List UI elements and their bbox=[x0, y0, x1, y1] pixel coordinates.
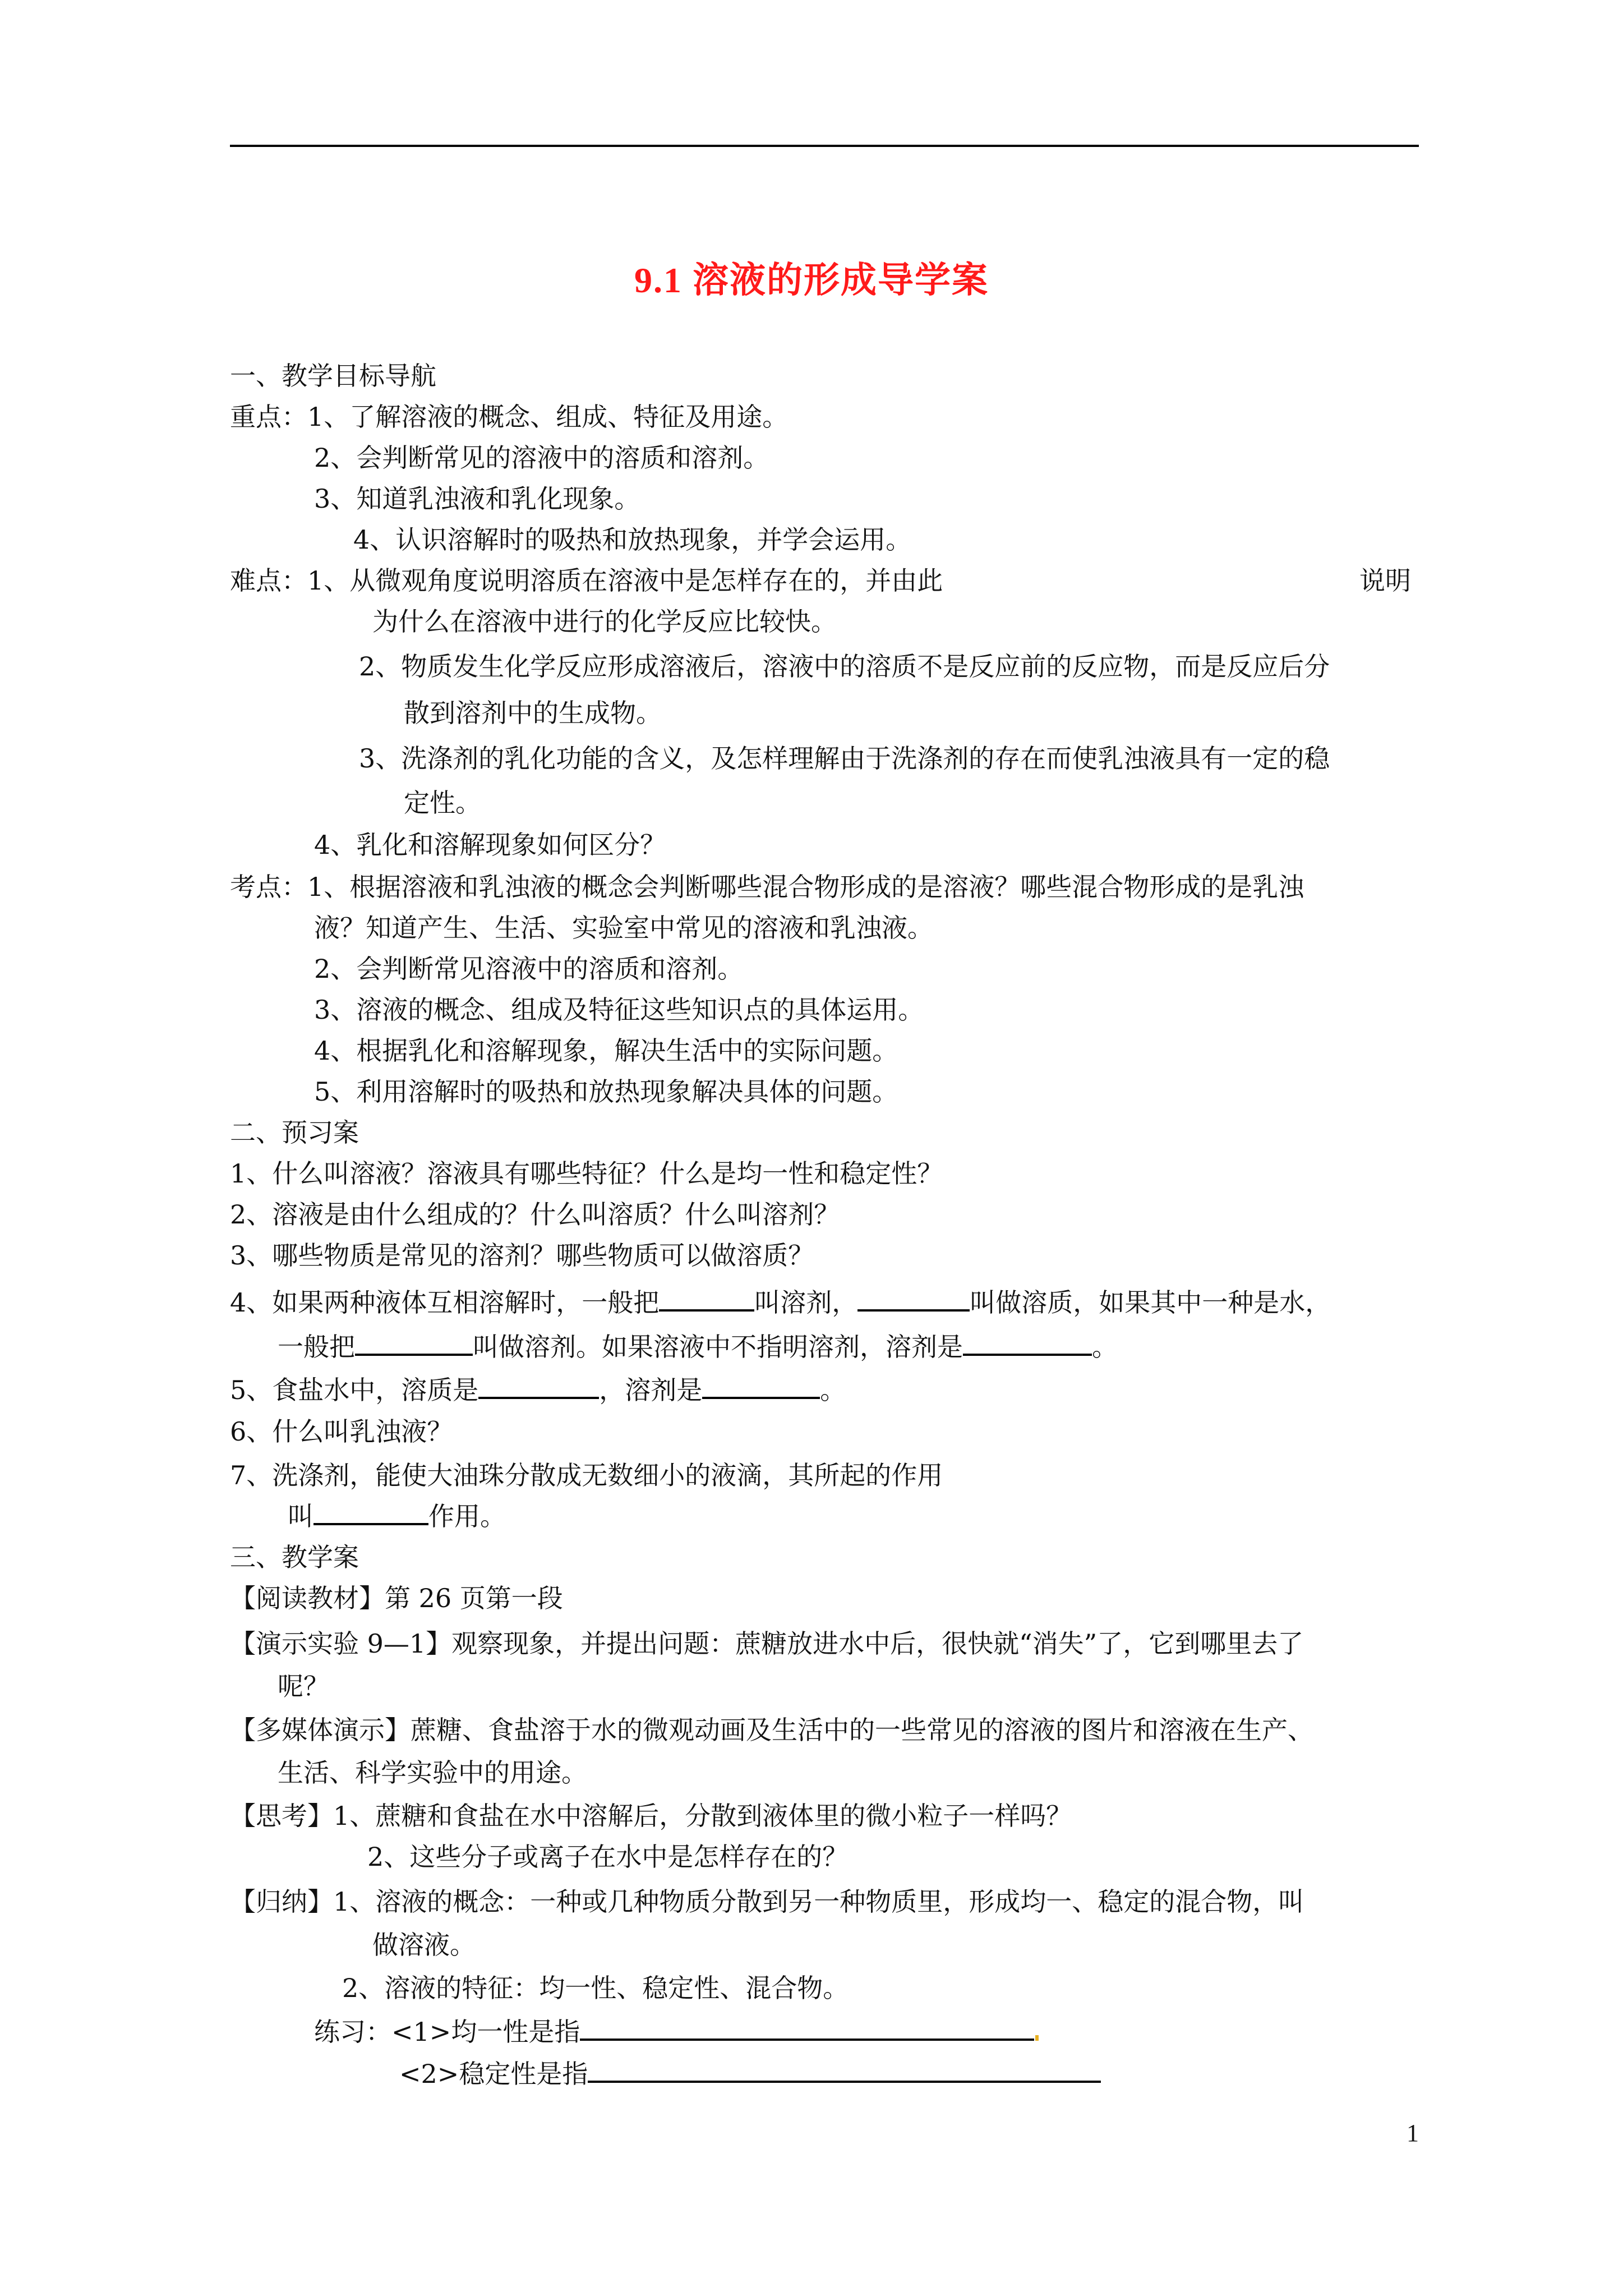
q4-text-c: 叫做溶质，如果其中一种是水， bbox=[970, 1287, 1331, 1318]
difficulty-1-text: 1、从微观角度说明溶质在溶液中是怎样存在的，并由此 bbox=[307, 565, 943, 596]
q4-text-b: 叫溶剂， bbox=[754, 1287, 858, 1318]
preview-q5 bbox=[230, 1372, 846, 1407]
q4-text-f: 。 bbox=[1092, 1332, 1118, 1362]
read-textbook: 【阅读教材】第 26 页第一段 bbox=[230, 1583, 563, 1613]
exam-point-3: 3、溶液的概念、组成及特征这些知识点的具体运用。 bbox=[314, 995, 924, 1025]
q4-text-a: 4、如果两种液体互相溶解时，一般把 bbox=[230, 1287, 660, 1318]
difficulty-4: 4、乳化和溶解现象如何区分？ bbox=[314, 830, 666, 860]
section-3-heading: 三、教学案 bbox=[230, 1542, 359, 1572]
summary-1-cont: 做溶液。 bbox=[372, 1930, 476, 1960]
page-title bbox=[0, 251, 1623, 303]
preview-q4 bbox=[230, 1285, 1331, 1319]
exam-point-4: 4、根据乳化和溶解现象，解决生活中的实际问题。 bbox=[314, 1036, 898, 1066]
difficulty-1 bbox=[230, 564, 943, 597]
ink-mark bbox=[1035, 2035, 1039, 2041]
fill-blank[interactable] bbox=[355, 1329, 473, 1356]
title-text: 溶液的形成导学案 bbox=[693, 259, 989, 301]
exercise-label: 练习： bbox=[314, 2017, 391, 2047]
q4-text-d: 一般把 bbox=[278, 1332, 355, 1362]
think-1: 【思考】1、蔗糖和食盐在水中溶解后，分散到液体里的微小粒子一样吗？ bbox=[230, 1801, 1072, 1831]
key-point-1 bbox=[230, 400, 788, 434]
difficulty-3: 3、洗涤剂的乳化功能的含义，及怎样理解由于洗涤剂的存在而使乳浊液具有一定的稳 bbox=[359, 743, 1330, 774]
demo-experiment-cont: 呢？ bbox=[278, 1671, 329, 1701]
difficulty-3-cont: 定性。 bbox=[404, 788, 481, 818]
key-label: 重点： bbox=[230, 402, 307, 432]
fill-blank[interactable] bbox=[478, 1372, 599, 1399]
key-text-1: 1、了解溶液的概念、组成、特征及用途。 bbox=[307, 402, 789, 432]
page-number: 1 bbox=[1407, 2119, 1419, 2147]
exam-label: 考点： bbox=[230, 872, 307, 902]
difficulty-2: 2、物质发生化学反应形成溶液后，溶液中的溶质不是反应前的反应物，而是反应后分 bbox=[359, 651, 1330, 682]
section-1-heading: 一、教学目标导航 bbox=[230, 361, 436, 391]
multimedia-demo: 【多媒体演示】蔗糖、食盐溶于水的微观动画及生活中的一些常见的溶液的图片和溶液在生产、 bbox=[230, 1715, 1313, 1745]
exam-point-1-text: 1、根据溶液和乳浊液的概念会判断哪些混合物形成的是溶液？哪些混合物形成的是乳浊 bbox=[307, 872, 1304, 902]
preview-q4-cont bbox=[278, 1329, 1118, 1364]
exam-point-1-cont: 液？知道产生、生活、实验室中常见的溶液和乳浊液。 bbox=[314, 913, 933, 943]
difficulty-1-right: 说明 bbox=[1359, 565, 1411, 596]
key-point-4: 4、认识溶解时的吸热和放热现象，并学会运用。 bbox=[353, 524, 912, 555]
fill-blank[interactable] bbox=[857, 1285, 970, 1312]
multimedia-demo-cont: 生活、科学实验中的用途。 bbox=[278, 1757, 587, 1788]
header-rule bbox=[230, 145, 1419, 147]
preview-q6: 6、什么叫乳浊液？ bbox=[230, 1416, 453, 1447]
exam-point-5: 5、利用溶解时的吸热和放热现象解决具体的问题。 bbox=[314, 1076, 898, 1107]
difficulty-1-cont: 为什么在溶液中进行的化学反应比较快。 bbox=[372, 606, 837, 637]
summary-2: 2、溶液的特征：均一性、稳定性、混合物。 bbox=[342, 1973, 849, 2003]
q7-text-b: 叫 bbox=[288, 1501, 313, 1531]
fill-blank[interactable] bbox=[580, 2014, 1034, 2041]
key-point-2: 2、会判断常见的溶液中的溶质和溶剂。 bbox=[314, 443, 769, 473]
q5-text-a: 5、食盐水中，溶质是 bbox=[230, 1375, 479, 1405]
preview-q7: 7、洗涤剂，能使大油珠分散成无数细小的液滴，其所起的作用 bbox=[230, 1460, 943, 1490]
key-point-3: 3、知道乳浊液和乳化现象。 bbox=[314, 484, 640, 514]
fill-blank[interactable] bbox=[702, 1372, 820, 1399]
exercise-1-text: <1>均一性是指 bbox=[391, 2017, 580, 2047]
q7-text-c: 作用。 bbox=[428, 1501, 506, 1531]
exam-point-2: 2、会判断常见溶液中的溶质和溶剂。 bbox=[314, 954, 744, 984]
section-2-heading: 二、预习案 bbox=[230, 1117, 359, 1148]
preview-q2: 2、溶液是由什么组成的？什么叫溶质？什么叫溶剂？ bbox=[230, 1199, 840, 1230]
q4-text-e: 叫做溶剂。如果溶液中不指明溶剂，溶剂是 bbox=[473, 1332, 963, 1362]
exercise-2-text: <2>稳定性是指 bbox=[399, 2059, 588, 2089]
fill-blank[interactable] bbox=[588, 2056, 1101, 2083]
fill-blank[interactable] bbox=[963, 1329, 1092, 1356]
q5-text-b: ，溶剂是 bbox=[599, 1375, 703, 1405]
difficulty-label: 难点： bbox=[230, 565, 307, 596]
demo-experiment: 【演示实验 9—1】观察现象，并提出问题：蔗糖放进水中后，很快就“消失”了，它到哪里去了 bbox=[230, 1628, 1304, 1659]
preview-q7-cont bbox=[288, 1498, 506, 1533]
q5-text-c: 。 bbox=[820, 1375, 846, 1405]
fill-blank[interactable] bbox=[313, 1498, 428, 1525]
difficulty-2-cont: 散到溶剂中的生成物。 bbox=[404, 698, 662, 728]
think-2: 2、这些分子或离子在水中是怎样存在的？ bbox=[367, 1842, 849, 1872]
exam-point-1 bbox=[230, 870, 1304, 904]
title-number: 9.1 bbox=[634, 260, 683, 300]
preview-q3: 3、哪些物质是常见的溶剂？哪些物质可以做溶质？ bbox=[230, 1240, 814, 1271]
summary-1: 【归纳】1、溶液的概念：一种或几种物质分散到另一种物质里，形成均一、稳定的混合物，叫 bbox=[230, 1887, 1304, 1917]
exercise-1 bbox=[314, 2014, 1039, 2049]
exercise-2 bbox=[399, 2056, 1101, 2091]
fill-blank[interactable] bbox=[659, 1285, 754, 1312]
preview-q1: 1、什么叫溶液？溶液具有哪些特征？什么是均一性和稳定性？ bbox=[230, 1158, 943, 1189]
